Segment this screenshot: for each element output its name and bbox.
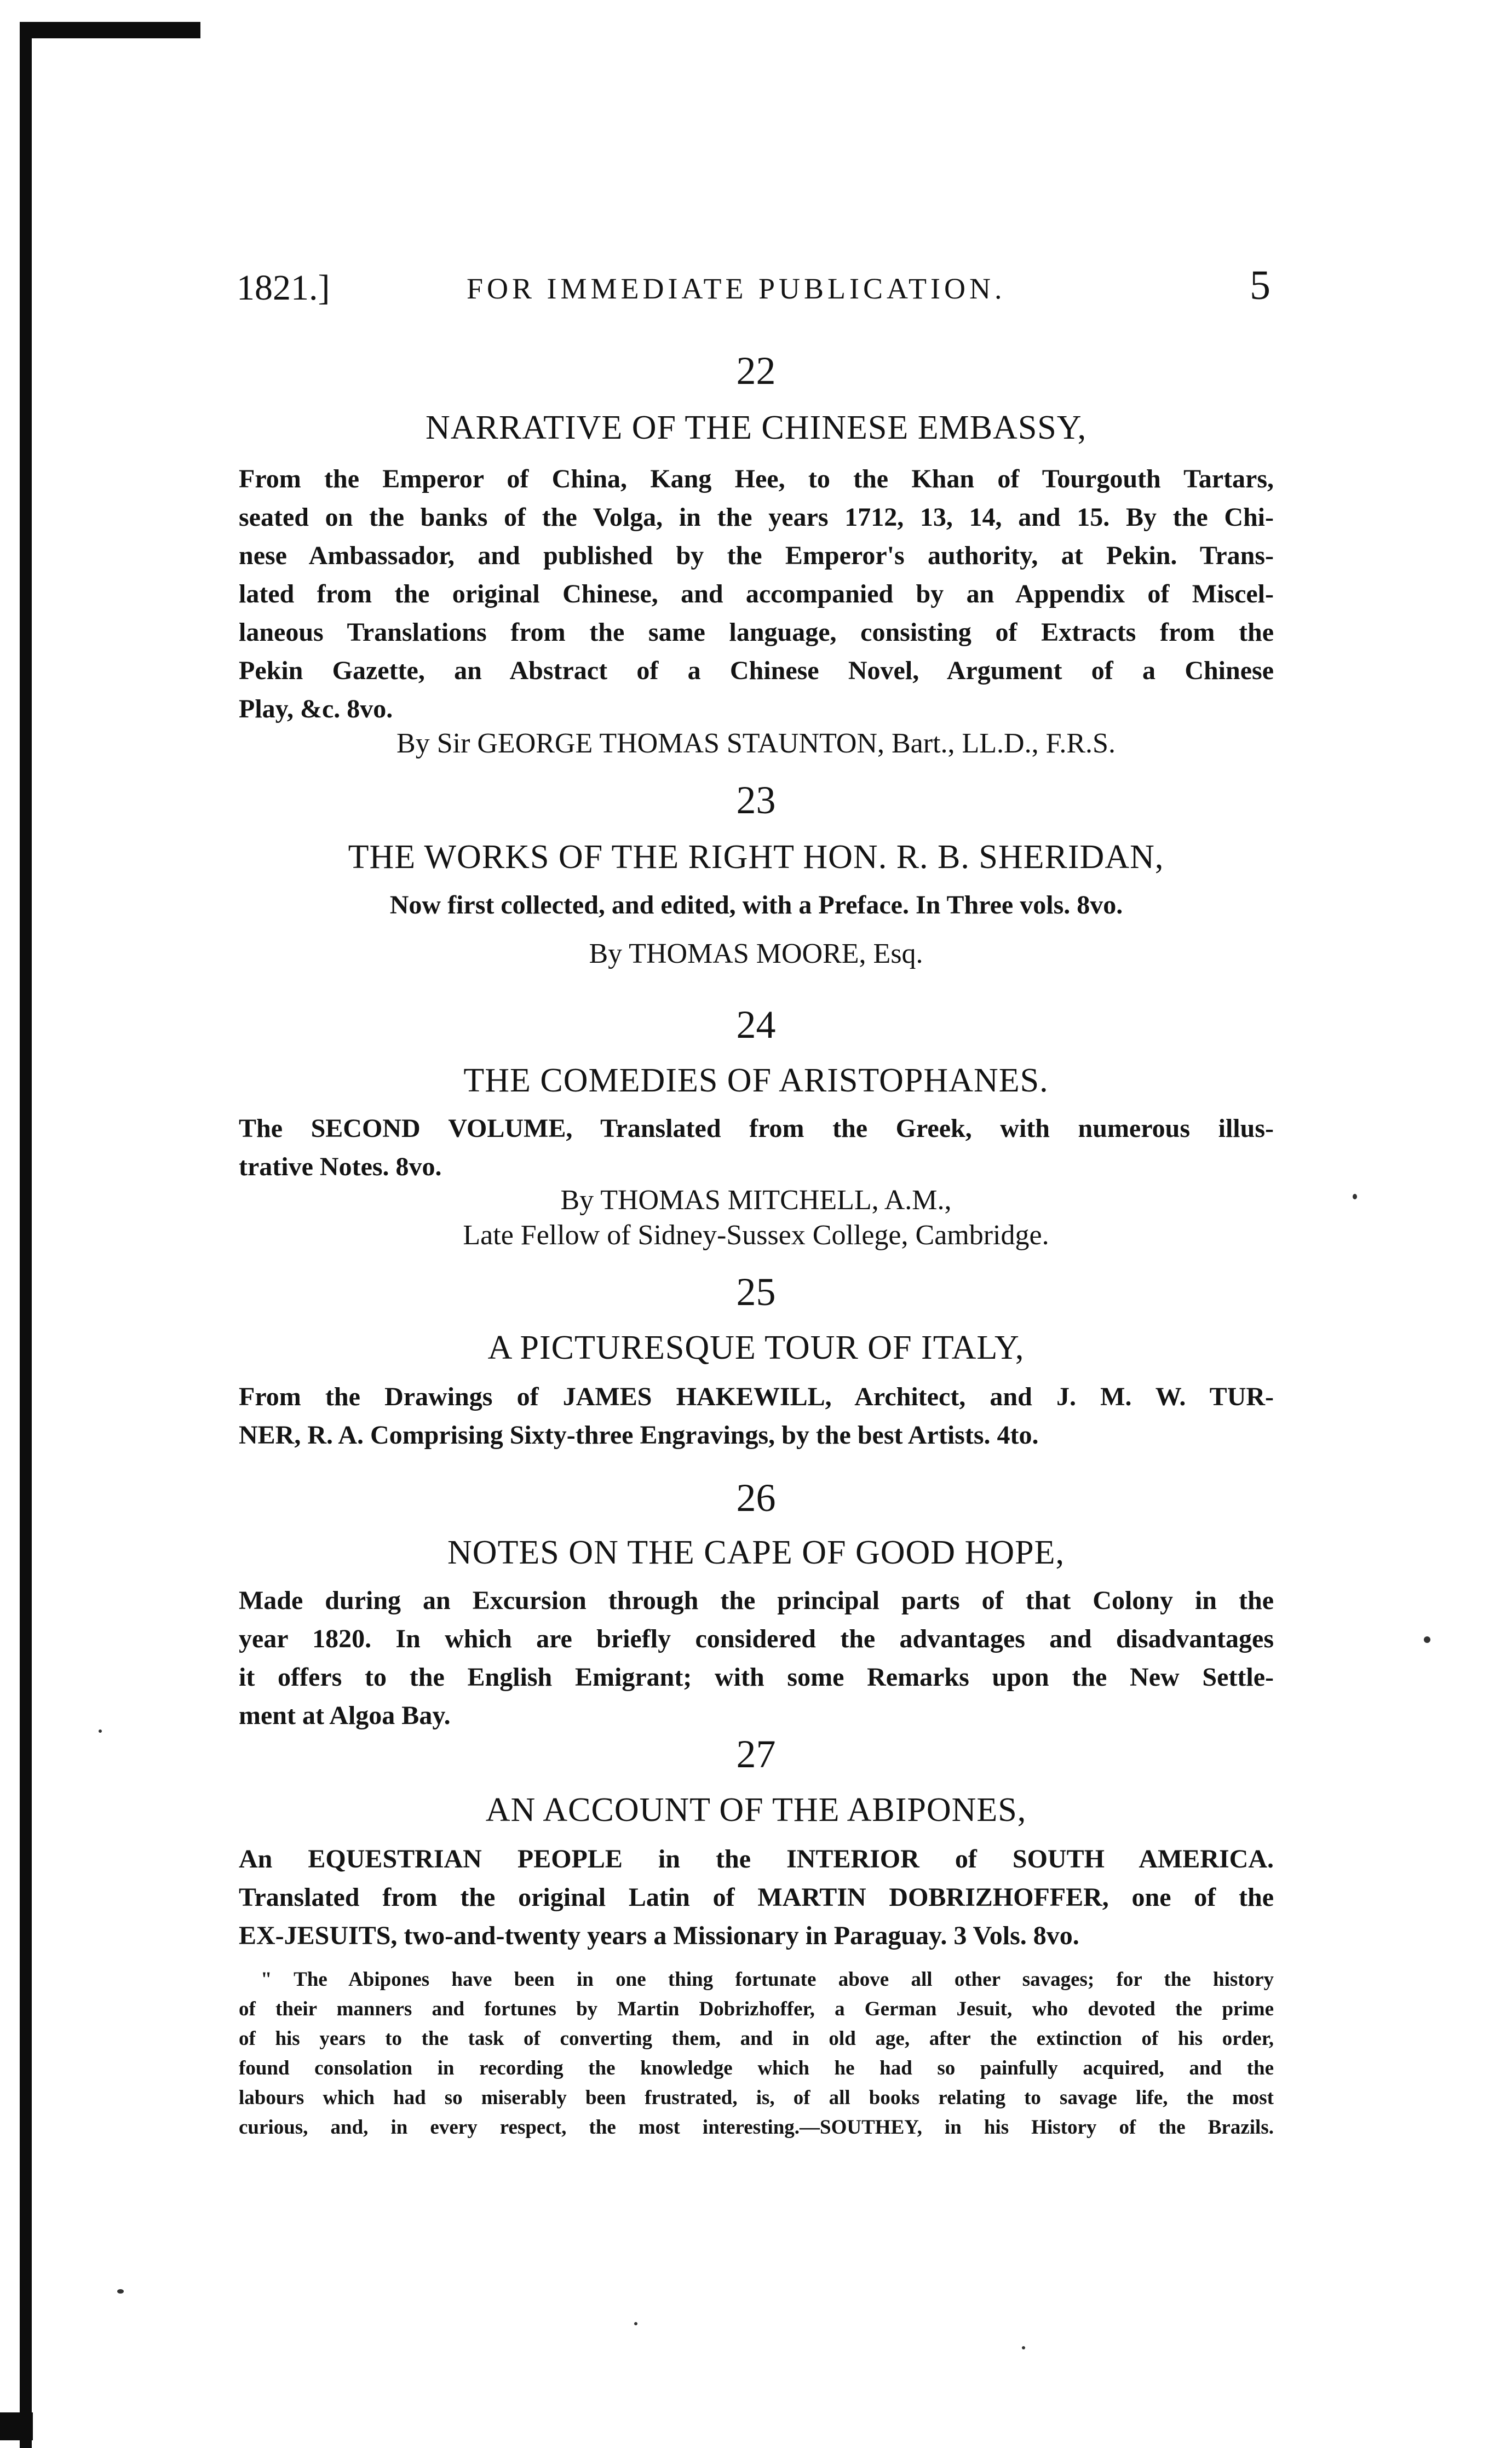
text-line: seated on the banks of the Volga, in the years 1712, 13, 14, and 15. By the Chi- <box>239 503 1274 532</box>
text-line: year 1820. In which are briefly considered the advantages and disadvantages <box>239 1624 1274 1653</box>
page-number: 5 <box>1250 262 1270 308</box>
text-line: ment at Algoa Bay. <box>239 1701 451 1730</box>
text-line: From the Emperor of China, Kang Hee, to the Khan of Tourgouth Tartars, <box>239 464 1274 493</box>
quote-line: of their manners and fortunes by Martin Dobrizhoffer, a German Jesuit, who devoted the prime <box>239 1998 1274 2020</box>
entry-title: AN ACCOUNT OF THE ABIPONES, <box>485 1791 1027 1829</box>
text-line: An EQUESTRIAN PEOPLE in the INTERIOR of SOUTH AMERICA. <box>239 1844 1274 1874</box>
entry-description <box>239 1582 1274 1735</box>
entry-description <box>239 1840 1274 1955</box>
entry-number: 22 <box>736 349 776 393</box>
text-line: Now first collected, and edited, with a Preface. In Three vols. 8vo. <box>389 890 1123 920</box>
binding-foot <box>0 2412 33 2440</box>
quote-line: of his years to the task of converting them, and in old age, after the extinction of his order, <box>239 2027 1274 2050</box>
entry-number: 27 <box>736 1732 776 1776</box>
text-line: lated from the original Chinese, and accompanied by an Appendix of Miscel- <box>239 579 1274 608</box>
text-line: From the Drawings of JAMES HAKEWILL, Architect, and J. M. W. TUR- <box>239 1382 1274 1411</box>
quote-line: labours which had so miserably been frustrated, is, of all books relating to savage life, the most <box>239 2087 1274 2109</box>
text-line: Made during an Excursion through the principal parts of that Colony in the <box>239 1586 1274 1615</box>
text-line: it offers to the English Emigrant; with some Remarks upon the New Settle- <box>239 1663 1274 1692</box>
scan-speck <box>1022 2346 1025 2349</box>
entry-description <box>239 886 1274 924</box>
binding-corner <box>20 22 200 38</box>
text-line: NER, R. A. Comprising Sixty-three Engravings, by the best Artists. 4to. <box>239 1421 1039 1450</box>
text-line: Pekin Gazette, an Abstract of a Chinese Novel, Argument of a Chinese <box>239 656 1274 685</box>
scan-speck <box>634 2322 637 2325</box>
quote-line: " The Abipones have been in one thing fortunate above all other savages; for the history <box>261 1968 1274 1991</box>
entry-number: 26 <box>736 1476 776 1520</box>
entry-number: 25 <box>736 1270 776 1314</box>
text-line: nese Ambassador, and published by the Emperor's authority, at Pekin. Trans- <box>239 541 1274 570</box>
entry-author-note: Late Fellow of Sidney-Sussex College, Cambridge. <box>463 1220 1049 1251</box>
entry-description <box>239 460 1274 728</box>
entry-title: THE COMEDIES OF ARISTOPHANES. <box>463 1062 1049 1099</box>
entry-number: 24 <box>736 1003 776 1047</box>
quote-line: curious, and, in every respect, the most interesting.—SOUTHEY, in his History of the Brazils. <box>239 2116 1274 2139</box>
text-line: EX-JESUITS, two-and-twenty years a Missionary in Paraguay. 3 Vols. 8vo. <box>239 1921 1079 1950</box>
entry-description <box>239 1110 1274 1186</box>
text-line: Play, &c. 8vo. <box>239 694 393 723</box>
scan-speck <box>1353 1194 1357 1199</box>
text-line: Translated from the original Latin of MARTIN DOBRIZHOFFER, one of the <box>239 1883 1274 1912</box>
entry-number: 23 <box>736 778 776 822</box>
quote-line: found consolation in recording the knowledge which he had so painfully acquired, and the <box>239 2057 1274 2079</box>
entry-description <box>239 1378 1274 1455</box>
entry-author: By THOMAS MITCHELL, A.M., <box>560 1185 952 1216</box>
entry-author: By THOMAS MOORE, Esq. <box>589 938 923 969</box>
review-quote <box>239 1965 1274 2142</box>
entry-title: THE WORKS OF THE RIGHT HON. R. B. SHERIDAN, <box>348 838 1164 876</box>
running-header <box>237 262 1270 317</box>
header-year: 1821.] <box>237 268 330 308</box>
entry-author: By Sir GEORGE THOMAS STAUNTON, Bart., LL.D., F.R.S. <box>396 728 1116 759</box>
entry-title: A PICTURESQUE TOUR OF ITALY, <box>487 1329 1025 1366</box>
scan-speck <box>99 1729 102 1733</box>
entry-title: NARRATIVE OF THE CHINESE EMBASSY, <box>425 409 1087 446</box>
header-running-title: FOR IMMEDIATE PUBLICATION. <box>467 272 1006 305</box>
scan-speck <box>117 2289 124 2294</box>
scan-speck <box>1424 1636 1430 1643</box>
text-line: The SECOND VOLUME, Translated from the Greek, with numerous illus- <box>239 1114 1274 1143</box>
text-line: laneous Translations from the same language, consisting of Extracts from the <box>239 618 1274 647</box>
entry-title: NOTES ON THE CAPE OF GOOD HOPE, <box>447 1534 1065 1571</box>
text-line: trative Notes. 8vo. <box>239 1152 442 1181</box>
